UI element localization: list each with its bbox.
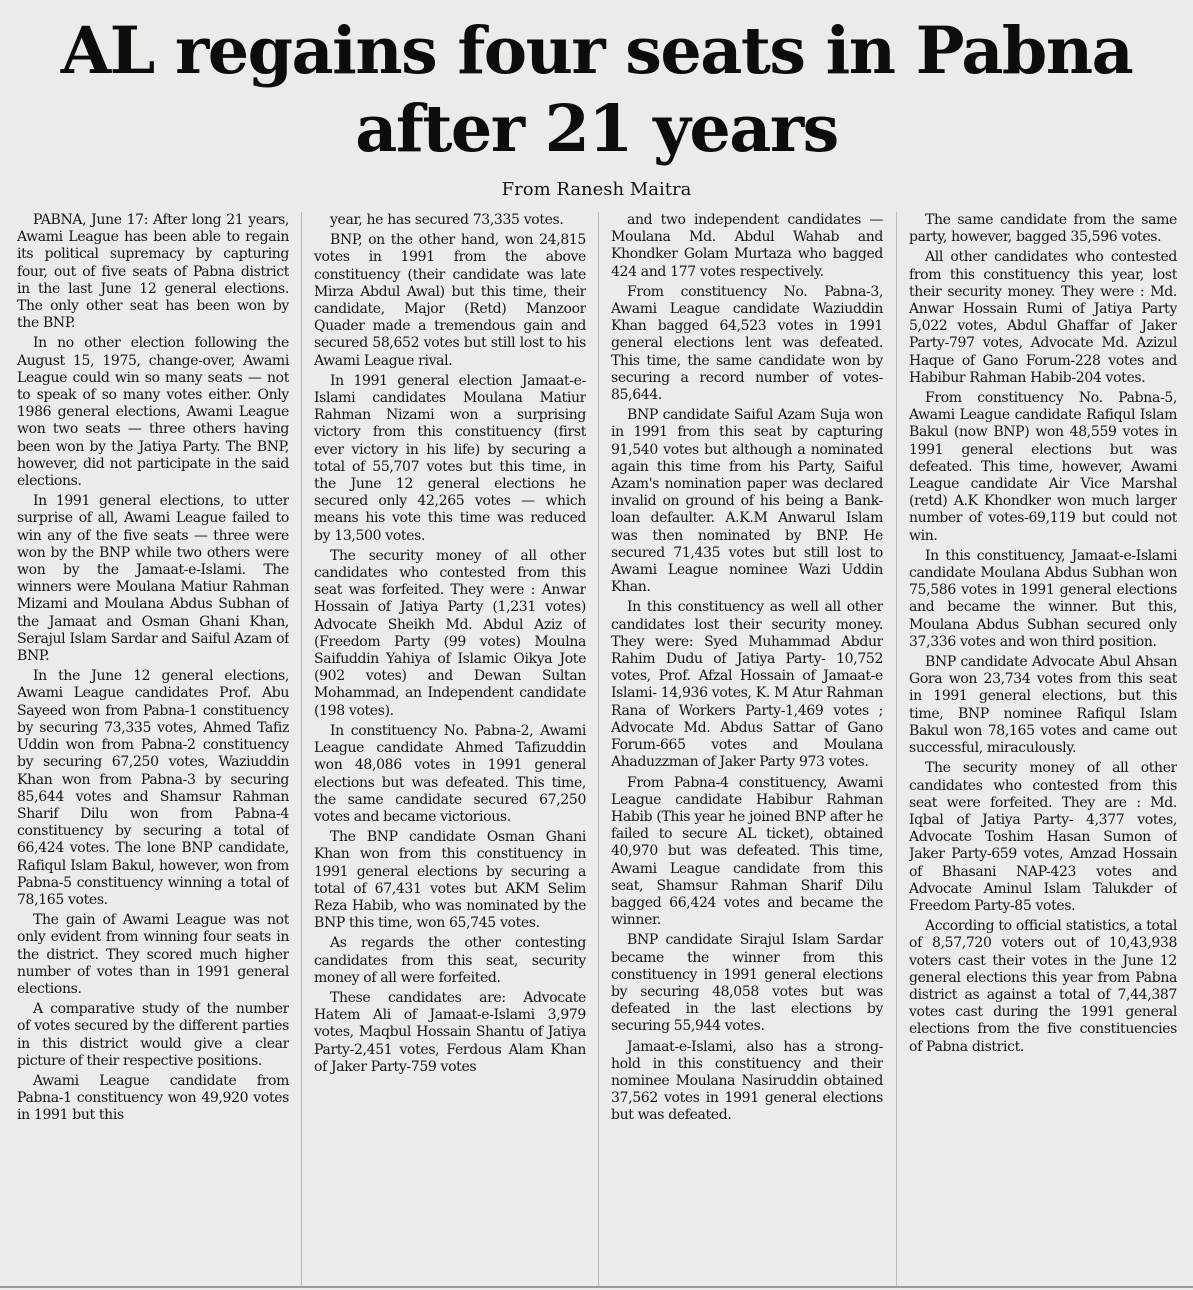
paragraph: The security money of all other candidates who contested from this seat were forfeited. They are : Md. Iqbal of Jatiya Party- 4,377 votes, Advocate Toshim Hasan Sumon of Jaker Party-659 votes, Amzad Hossain of Bhasani NAP-423 votes and Advocate Aminul Islam Talukder of Freedom Party-85 votes. <box>909 760 1177 914</box>
paragraph: In this constituency as well all other candidates lost their security money. They were: Syed Muhammad Abdur Rahim Dudu of Jatiya Party- 10,752 votes, Prof. Afzal Hossain of Jamaat-e Islami- 14,936 votes, K. M Atur Rahman Rana of Workers Party-1,469 votes ; Advocate Md. Abdus Sattar of Gano Forum-665 votes and Moulana Ahaduzzman of Jaker Party 973 votes. <box>611 599 883 771</box>
paragraph: The gain of Awami League was not only evident from winning four seats in the district. They scored much higher number of votes than in 1991 general elections. <box>17 912 289 997</box>
paragraph: Awami League candidate from Pabna-1 constituency won 49,920 votes in 1991 but this <box>17 1072 289 1124</box>
paragraph: The security money of all other candidates who contested from this seat was forfeited. They were : Anwar Hossain of Jatiya Party (1,231 votes) Advocate Sheikh Md. Abdul Aziz of (Freedom Party (99 votes) Moulna Saifuddin Yahiya of Islamic Oikya Jote (902 votes) and Dewan Sultan Mohammad, an Independent candidate (198 votes). <box>314 547 586 719</box>
column-divider <box>301 212 302 1287</box>
column-2 <box>314 212 586 1287</box>
paragraph: BNP candidate Saiful Azam Suja won in 1991 from this seat by capturing 91,540 votes but although a nominated again this time from his Party, Saiful Azam's nomination paper was declared invalid on ground of his being a Bank-loan defaulter. A.K.M Anwarul Islam was then nominated by BNP. He secured 71,435 votes but still lost to Awami League nominee Wazi Uddin Khan. <box>611 407 883 596</box>
paragraph: BNP, on the other hand, won 24,815 votes in 1991 from the above constituency (their candidate was late Mirza Abdul Awal) but this time, their candidate, Major (Retd) Manzoor Quader made a tremendous gain and secured 58,652 votes but still lost to his Awami League rival. <box>314 232 586 369</box>
column-3 <box>611 212 883 1287</box>
paragraph: In constituency No. Pabna-2, Awami League candidate Ahmed Tafizuddin won 48,086 votes in 1991 general elections but was defeated. This time, the same candidate secured 67,250 votes and became victorious. <box>314 722 586 825</box>
paragraph: A comparative study of the number of votes secured by the different parties in this district would give a clear picture of their respective positions. <box>17 1001 289 1069</box>
paragraph: These candidates are: Advocate Hatem Ali of Jamaat-e-Islami 3,979 votes, Maqbul Hossain Shantu of Jatiya Party-2,451 votes, Ferdous Alam Khan of Jaker Party-759 votes <box>314 989 586 1075</box>
headline <box>0 0 1193 168</box>
paragraph: year, he has secured 73,335 votes. <box>330 212 564 228</box>
paragraph: From Pabna-4 constituency, Awami League candidate Habibur Rahman Habib (This year he joined BNP after he failed to secure AL ticket), obtained 40,970 but was defeated. This time, Awami League candidate from this seat, Shamsur Rahman Sharif Dilu bagged 66,424 votes and became the winner. <box>611 774 883 929</box>
paragraph: In 1991 general elections, to utter surprise of all, Awami League failed to win any of the five seats — three were won by the BNP while two others were won by the Jamaat-e-Islami. The winners were Moulana Matiur Rahman Mizami and Moulana Abdus Subhan of the Jamaat and Osman Ghani Khan, Serajul Islam Sardar and Saiful Azam of BNP. <box>17 493 289 665</box>
paragraph: From constituency No. Pabna-3, Awami League candidate Waziuddin Khan bagged 64,523 votes in 1991 general elections lent was defeated. This time, the same candidate won by securing a record number of votes-85,644. <box>611 283 883 404</box>
column-1 <box>17 212 289 1287</box>
paragraph: In the June 12 general elections, Awami League candidates Prof. Abu Sayeed won from Pabna-1 constituency by securing 73,335 votes, Ahmed Tafiz Uddin won from Pabna-2 constituency by securing 67,250 votes, Waziuddin Khan won from Pabna-3 by securing 85,644 votes and Shamsur Rahman Sharif Dilu won from Pabna-4 constituency by securing a total of 66,424 votes. The lone BNP candidate, Rafiqul Islam Bakul, however, won from Pabna-5 constituency winning a total of 78,165 votes. <box>17 668 289 908</box>
paragraph: BNP candidate Sirajul Islam Sardar became the winner from this constituency in 1991 general elections by securing 48,058 votes but was defeated in the last elections by securing 55,944 votes. <box>611 932 883 1035</box>
paragraph: All other candidates who contested from this constituency this year, lost their security money. They were : Md. Anwar Hossain Rumi of Jatiya Party 5,022 votes, Abdul Ghaffar of Jaker Party-797 votes, Advocate Md. Azizul Haque of Gano Forum-228 votes and Habibur Rahman Habib-204 votes. <box>909 249 1177 386</box>
headline-line-1: AL regains four seats in Pabna <box>60 13 1133 89</box>
headline-line-2: after 21 years <box>355 91 838 167</box>
column-4 <box>909 212 1177 1287</box>
paragraph: In this constituency, Jamaat-e-Islami candidate Moulana Abdus Subhan won 75,586 votes in 1991 general elections and became the winner. But this, Moulana Abdus Subhan secured only 37,336 votes and won third position. <box>909 547 1177 650</box>
paragraph: and two independent candidates — Moulana Md. Abdul Wahab and Khondker Golam Murtaza who bagged 424 and 177 votes respectively. <box>611 212 883 280</box>
column-divider <box>896 212 897 1287</box>
paragraph: From constituency No. Pabna-5, Awami League candidate Rafiqul Islam Bakul (now BNP) won 48,559 votes in 1991 general elections but was defeated. This time, however, Awami League candidate Air Vice Marshal (retd) A.K Khondker won much larger number of votes-69,119 but could not win. <box>909 390 1177 544</box>
paragraph: The BNP candidate Osman Ghani Khan won from this constituency in 1991 general elections by securing a total of 67,431 votes but AKM Selim Reza Habib, who was nominated by the BNP this time, won 65,745 votes. <box>314 829 586 932</box>
paragraph: BNP candidate Advocate Abul Ahsan Gora won 23,734 votes from this seat in 1991 general elections, but this time, BNP nominee Rafiqul Islam Bakul won 78,165 votes and came out successful, miraculously. <box>909 654 1177 757</box>
paragraph: In no other election following the August 15, 1975, change-over, Awami League could win so many seats — not to speak of so many votes either. Only 1986 general elections, Awami League won two seats — three others having been won by the Jatiya Party. The BNP, however, did not participate in the said elections. <box>17 335 289 490</box>
paragraph: As regards the other contesting candidates from this seat, security money of all were forfeited. <box>314 935 586 986</box>
paragraph: The same candidate from the same party, however, bagged 35,596 votes. <box>909 212 1177 246</box>
paragraph: PABNA, June 17: After long 21 years, Awami League has been able to regain its political supremacy by capturing four, out of five seats of Pabna district in the last June 12 general elections. The only other seat has been won by the BNP. <box>17 212 289 332</box>
article-body <box>0 212 1193 1287</box>
paragraph: According to official statistics, a total of 8,57,720 voters out of 10,43,938 voters cast their votes in the June 12 general elections this year from Pabna district as against a total of 7,44,387 votes cast during the 1991 general elections from the five constituencies of Pabna district. <box>909 918 1177 1055</box>
column-divider <box>598 212 599 1287</box>
paragraph: Jamaat-e-Islami, also has a strong-hold in this constituency and their nominee Moulana Nasiruddin obtained 37,562 votes in 1991 general elections but was defeated. <box>611 1038 883 1124</box>
byline: From Ranesh Maitra <box>501 179 692 200</box>
paragraph: In 1991 general election Jamaat-e-Islami candidates Moulana Matiur Rahman Nizami won a surprising victory from this constituency (first ever victory in his life) by securing a total of 55,707 votes but this time, in the June 12 general elections he secured only 42,265 votes — which means his vote this time was reduced by 13,500 votes. <box>314 372 586 544</box>
bottom-border <box>0 1286 1193 1288</box>
